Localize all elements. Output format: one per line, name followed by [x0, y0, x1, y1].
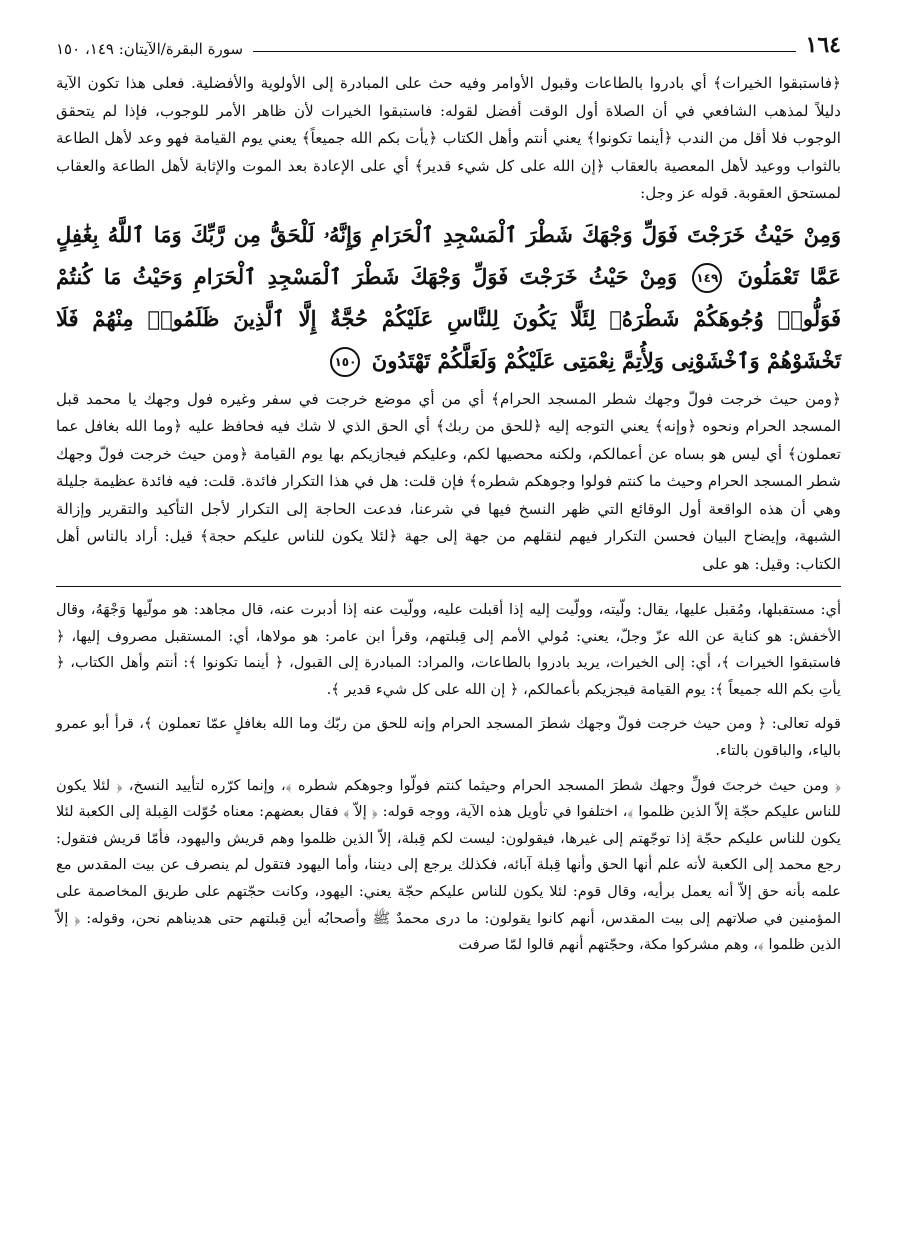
- commentary-paragraph: ﴿فاستبقوا الخيرات﴾ أي بادروا بالطاعات وقبول الأوامر وفيه حث على المبادرة إلى الأولوية والأفضلية. فعلى هذا تكون الآية دليلاً لمذهب الشافعي في أن الصلاة أول الوقت أفضل لقوله: فاستبقوا الخيرات لأن ظاهر الأمر للوجوب، فإذا لم يتحقق الوجوب فلا أقل من الندب ﴿أينما تكونوا﴾ يعني أنتم وأهل الكتاب ﴿يأت بكم الله جميعاً﴾ يعني يوم القيامة فهو وعد لأهل الطاعة بالثواب ووعيد لأهل المعصية بالعقاب ﴿إن الله على كل شيء قدير﴾ أي على الإعادة بعد الموت والإثابة لأهل الطاعة والعقاب لمستحق العقوبة. قوله عز وجل:: [56, 74, 841, 202]
- note-paragraph: أي: مستقبلها، ومُقبل عليها، يقال: ولّيته، وولّيت إليه إذا أقبلت عليه، وولّيت عنه إذا أدبرت عنه، قال مجاهد: هو مولّيها وَجْهَهُ، وقال الأخفش: هو كناية عن الله عزّ وجلّ، يعني: مُولي الأمم إلى قِبلتهم، وقرأ ابن عامر: هو مولاها، أي: المستقبل مصروف إليها، ﴿ فاستبقوا الخيرات ﴾، أي: إلى الخيرات، يريد بادروا بالطاعات، والمراد: المبادرة إلى القبول، ﴿ أينما تكونوا ﴾: أنتم وأهل الكتاب، ﴿ يأتِ بكم الله جميعاً ﴾: يوم القيامة فيجزيكم بأعمالكم، ﴿ إن الله على كل شيء قدير ﴾.: [56, 601, 841, 698]
- commentary-section-2: [56, 386, 841, 579]
- ayah-number-marker: ١٥٠: [330, 347, 360, 377]
- ayah-number-marker: ١٤٩: [692, 263, 722, 293]
- verse-149-text: وَمِنْ حَيْثُ خَرَجْتَ فَوَلِّ وَجْهَكَ شَطْرَ ٱلْمَسْجِدِ ٱلْحَرَامِ وَإِنَّهُۥ لَلْحَقُّ مِن رَّبِّكَ وَمَا ٱللَّهُ بِغَٰفِلٍ عَمَّا تَعْمَلُونَ: [56, 221, 841, 289]
- quran-verse-block: [56, 214, 841, 382]
- notes-section: [56, 597, 841, 959]
- page-header: [56, 22, 841, 58]
- commentary-paragraph: ﴿ومن حيث خرجت فولّ وجهك شطر المسجد الحرام﴾ أي من أي موضع خرجت في سفر وغيره فول وجهك يا محمد قبل المسجد الحرام ونحوه ﴿وإنه﴾ يعني التوجه إليه ﴿للحق من ربك﴾ أي الحق الذي لا شك فيه فحافظ عليه ﴿وما الله بغافل عما تعملون﴾ أي ليس هو بساه عن أعمالكم، ولكنه محصيها لكم، وعليكم فيجازيكم بها يوم القيامة ﴿ومن حيث خرجت فولّ وجهك شطر المسجد الحرام وحيث ما كنتم فولوا وجوهكم شطره﴾ فإن قلت: هل في هذا التكرار فائدة. قلت: فيه فائدة عظيمة جليلة وهي أن هذه الواقعة أول الوقائع التي ظهر النسخ فيها في شرعنا، فدعت الحاجة إلى التكرار لأجل التأكيد والتقرير وإزالة الشبهة، وإيضاح البيان فحسن التكرار فيهم لنقلهم من جهة إلى جهة ﴿لئلا يكون للناس عليكم حجة﴾ قيل: أراد بالناس أهل الكتاب: وقيل: هو على: [56, 389, 841, 573]
- note-paragraph: قوله تعالى: ﴿ ومن حيث خرجت فولّ وجهك شطرَ المسجد الحرام وإنه للحق من ربّك وما الله بغافلٍ عمّا تعملون ﴾، قرأ أبو عمرو بالياء، والباقون بالتاء.: [56, 715, 841, 759]
- commentary-section-1: [56, 70, 841, 208]
- header-rule: [253, 51, 796, 52]
- note-paragraph: ﴿ ومن حيث خرجتَ فولِّ وجهك شطرَ المسجد الحرام وحيثما كنتم فولّوا وجوهكم شطره ﴾، وإنما كرّره لتأييد النسخ، ﴿ لئلا يكون للناس عليكم حجّة إلاّ الذين ظلموا ﴾، اختلفوا في تأويل هذه الآية، ووجه قوله: ﴿ إلاّ ﴾ فقال بعضهم: معناه حُوّلت القِبلة إلى الكعبة لئلا يكون للناس عليكم حجّة إذا توجّهتم إلى غيرها، فيقولون: ليست لكم قِبلة، إلاّ الذين ظلموا وهم قريش واليهود، فأمّا قريش فتقول: رجع محمد إلى الكعبة لأنه علم أنها الحق وأنها قِبلة آبائه، فكذلك يرجع إلى ديننا، وأما اليهود فتقول لم ينصرف عن بيت المقدس مع علمه بأنه حق إلاّ أنه يعمل برأيه، وقال قوم: لئلا يكون للناس عليكم حجّة يعني: اليهود، وكانت حجّتهم على طريق المخاصمة على المؤمنين في صلاتهم إلى بيت المقدس، أنهم كانوا يقولون: ما درى محمدٌ ﷺ وأصحابُه أين قِبلتهم حتى هديناهم نحن، وقوله: ﴿ إلاّ الذين ظلموا ﴾، وهم مشركوا مكة، وحجّتهم أنهم قالوا لمّا صرفت: [56, 776, 841, 954]
- footnote-divider: [56, 586, 841, 587]
- running-head: سورة البقرة/الآيتان: ١٤٩، ١٥٠: [56, 40, 244, 58]
- verse-150-text: وَمِنْ حَيْثُ خَرَجْتَ فَوَلِّ وَجْهَكَ شَطْرَ ٱلْمَسْجِدِ ٱلْحَرَامِ وَحَيْثُ مَا كُنتُمْ فَوَلُّوا۟ وُجُوهَكُمْ شَطْرَهُۥ لِئَلَّا يَكُونَ لِلنَّاسِ عَلَيْكُمْ حُجَّةٌ إِلَّا ٱلَّذِينَ ظَلَمُوا۟ مِنْهُمْ فَلَا تَخْشَوْهُمْ وَٱخْشَوْنِى وَلِأُتِمَّ نِعْمَتِى عَلَيْكُمْ وَلَعَلَّكُمْ تَهْتَدُونَ: [56, 263, 841, 373]
- page-number: ١٦٤: [805, 32, 841, 58]
- verse-text: [56, 214, 841, 382]
